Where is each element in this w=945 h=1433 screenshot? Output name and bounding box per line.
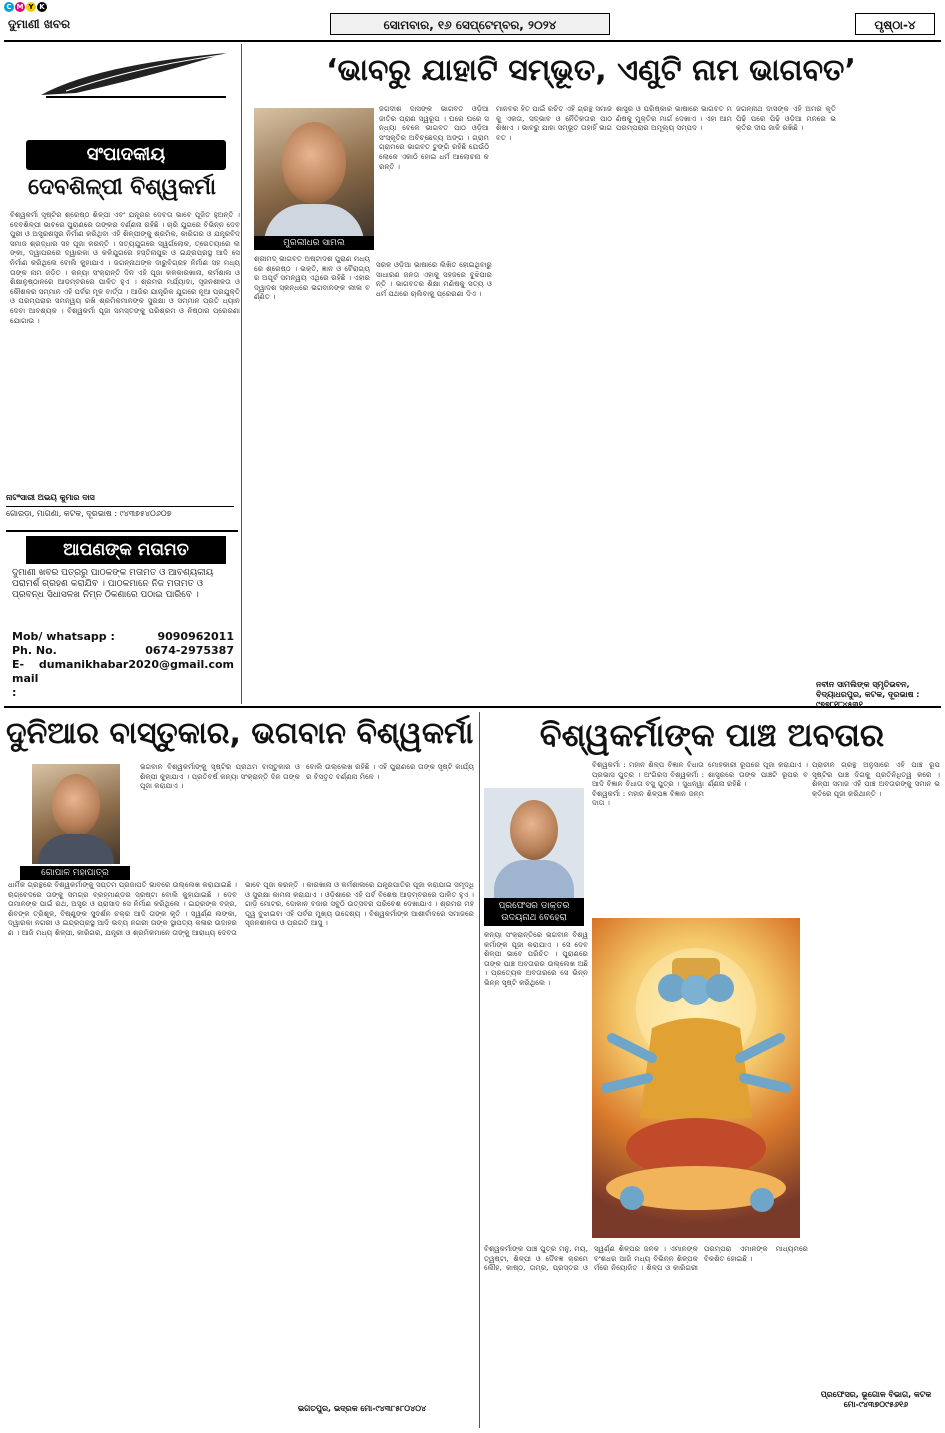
article3-photo-caption: ପ୍ରଫେସର ଡାକ୍ତର ଉଦୟନାଥ ବେହେରା	[484, 898, 584, 926]
article1-col2: ସରଳ ଓଡ଼ିଆ ଭାଷାରେ ଲିଖିତ ହୋଇଥିବାରୁ ସାଧାରଣ ଜନତା ଏହାକୁ ସହଜରେ ବୁଝିପାରନ୍ତି । ଭାଗବତର ଶିକ୍ଷା ମଣିଷକୁ ସତ୍ୟ ଓ ଧର୍ମ ପଥରେ ଚାଲିବାକୁ ପ୍ରେରଣା ଦିଏ ।	[376, 260, 492, 298]
cmyk-c: C	[4, 2, 14, 12]
quill-pen-icon	[36, 45, 236, 105]
column-rule	[241, 44, 242, 704]
editorial-signer: ନାଟଂସାରୀ ଅଭୟ କୁମାର ଦାସ	[6, 493, 95, 502]
phone-number[interactable]: 0674-2975387	[145, 644, 234, 657]
deity-illustration-icon	[592, 918, 800, 1238]
mob-label: Mob/ whatsapp :	[12, 630, 115, 643]
article3-intro-left: ବିଶ୍ୱକର୍ମା : ମହାନ ଶିଳ୍ପ ବିଜ୍ଞାନ ବିଧାତା ପ୍ରଭାସ ପୁତ୍ର । ଅଂଗିରସ ବିଶ୍ୱକର୍ମା : ଆଦି ବିଜ୍ଞାନ ବିଧାତା ବସୁ ପୁତ୍ର । ସୁଧନ୍ୱା ବିଶ୍ୱକର୍ମା : ମହାନ ଶିଳ୍ପଜ୍ଞ ବିଜ୍ଞାନ ଜନ୍ମଦାତା ।	[592, 760, 704, 808]
article1-author-photo	[254, 108, 374, 236]
opinion-box	[6, 530, 238, 730]
section-label: ସଂପାଦକୀୟ	[26, 140, 226, 170]
opinion-title: ଆପଣଙ୍କ ମତାମତ	[26, 536, 226, 564]
issue-date: ସୋମବାର, ୧୬ ସେପ୍ଟେମ୍ବର, ୨୦୨୪	[330, 13, 610, 35]
article1-photo-caption: ମୁରଲୀଧର ସାମଲ	[254, 236, 374, 250]
article3-intro-right: ମୋହକାରୀ ରୂପରେ ପୂଜା କରାଯାଏ । ଶାସ୍ତ୍ରରେ ତାଙ୍କ ପାଞ୍ଚଟି ରୂପର ବର୍ଣ୍ଣନା ରହିଛି ।	[708, 760, 808, 789]
cmyk-registration-marks	[4, 2, 47, 12]
article2-intro-right: ବୋଲି ଉଲ୍ଲେଖ ରହିଛି । ଏହି ପୁରାଣରେ ତାଙ୍କ ସୃଷ୍ଟି କାର୍ଯ୍ୟର ବିସ୍ତୃତ ବର୍ଣ୍ଣନା ମିଳେ ।	[306, 762, 474, 781]
column-rule	[479, 712, 480, 1428]
editorial-section	[6, 45, 240, 518]
editorial-body: ବିଶ୍ୱକର୍ମା ସୃଷ୍ଟିର ଶ୍ରେଷ୍ଠ ଶିଳ୍ପୀ ଏବଂ ଯନ୍ତ୍ରର ଦେବତା ଭାବେ ପୂଜିତ ହୁଅନ୍ତି । ଦେବଶିଳ୍ପୀ ଭାବରେ ପୁରାଣରେ ତାଙ୍କର ବର୍ଣ୍ଣନା ରହିଛି । ଚାରି ଯୁଗରେ ବିଭିନ୍ନ ଦେବପୁରୀ ଓ ଅସ୍ତ୍ରଶସ୍ତ୍ର ନିର୍ମାଣ କରିଥିବା ଏହି ଶିଳ୍ପୀଙ୍କୁ ଶ୍ରମିକ, କାରିଗର ଓ ଯନ୍ତ୍ରବିଦ୍ ସମାଜ ଶ୍ରଦ୍ଧାର ସହ ପୂଜା କରନ୍ତି । ସତ୍ୟଯୁଗରେ ସ୍ୱର୍ଗଲୋକ, ତ୍ରେତୟାରେ ଲଙ୍କା, ଦ୍ୱାପରରେ ଦ୍ୱାରକା ଓ କଳିଯୁଗରେ ହସ୍ତିନାପୁର ଓ ଇନ୍ଦ୍ରପ୍ରସ୍ଥ ଆଦି ସେ ନିର୍ମାଣ କରିଥିଲେ ବୋଲି କୁହାଯାଏ । ଜଗନ୍ନାଥଙ୍କ ଦାରୁବିଗ୍ରହ ନିର୍ମାଣ ସହ ମଧ୍ୟ ତାଙ୍କ ନାମ ଜଡ଼ିତ । କନ୍ୟା ସଂକ୍ରାନ୍ତି ଦିନ ଏହି ପୂଜା କଳକାରଖାନା, କର୍ମଶାଳା ଓ ଶିକ୍ଷାନୁଷ୍ଠାନରେ ଆଡ଼ମ୍ବରରେ ପାଳିତ ହୁଏ । ଶ୍ରମର ମର୍ଯ୍ୟାଦା, ସୃଜନଶୀଳତା ଓ କୌଶଳର ସମ୍ମାନ ଏହି ପର୍ବର ମୂଳ ବାର୍ତ୍ତା । ଆଜିର ଯାନ୍ତ୍ରିକ ଯୁଗରେ ନୂଆ ପ୍ରଯୁକ୍ତି ଓ ପରମ୍ପରାର ସମନ୍ୱୟ ରଖି ଶ୍ରମିକମାନଙ୍କ ସୁରକ୍ଷା ଓ ସମ୍ମାନ ପ୍ରତି ଧ୍ୟାନ ଦେବା ଆବଶ୍ୟକ । ବିଶ୍ୱକର୍ମା ପୂଜା ସମସ୍ତଙ୍କୁ ପରିଶ୍ରମ ଓ ନିଷ୍ଠାର ପ୍ରେରଣା ଯୋଗାଉ ।	[10, 210, 240, 325]
vishwakarma-deity-image	[592, 918, 800, 1238]
opinion-top-rule	[6, 530, 238, 532]
article2-signer: ଭଗତପୁର, ଭଦ୍ରକ ମୋ-୯୪୩୮୫୮୦୪୦୪	[297, 1404, 427, 1413]
article2-intro-left: ଭଗବାନ ବିଶ୍ୱକର୍ମାଙ୍କୁ ସୃଷ୍ଟିର ପ୍ରଥମ ବାସ୍ତୁକାର ଓ ଶିଳ୍ପୀ କୁହାଯାଏ । ପ୍ରତିବର୍ଷ କନ୍ୟା ସଂକ୍ରାନ୍ତି ଦିନ ତାଙ୍କ ପୂଜା କରାଯାଏ ।	[140, 762, 300, 791]
article1-title: ‘ଭାବରୁ ଯାହାଟି ସମ୍ଭୂତ, ଏଣୁଟି ନାମ ଭାଗବତ’	[326, 53, 856, 88]
newspaper-name: ଦୁମାଣୀ ଖବର	[8, 17, 71, 31]
phone-label: Ph. No.	[12, 644, 57, 657]
cmyk-k: K	[37, 2, 47, 12]
article2-author-photo	[32, 764, 120, 864]
cmyk-m: M	[16, 3, 24, 11]
article3-col-right: ପ୍ରାଚୀନ ଗ୍ରନ୍ଥ ଅନୁସାରେ ଏହି ପାଞ୍ଚ ରୂପ ସୃଷ୍ଟିର ପାଞ୍ଚ ଦିଗକୁ ପ୍ରତିନିଧିତ୍ୱ କରେ । ଶିଳ୍ପୀ ସମାଜ ଏହି ପାଞ୍ଚ ଅବତାରଙ୍କୁ ସମାନ ଭକ୍ତିରେ ପୂଜା କରିଥାନ୍ତି ।	[812, 760, 940, 798]
opinion-contact	[12, 630, 234, 700]
article2-photo-caption: ଗୋପାଳ ମହାପାତ୍ର	[20, 866, 130, 880]
article1-col4: ଶାସ୍ତ୍ର ଓ ପରିଷ୍କାର ଭାଷାରେ ଭାଗବତ ମଣିଷକୁ ମୁକ୍ତିର ମାର୍ଗ ଦେଖାଏ । ଏହା ଆମ ପରମ୍ପରାର ଅମୂଲ୍ୟ ସମ୍ପଦ ।	[616, 104, 732, 133]
article2-title: ଦୁନିଆର ବାସ୍ତୁକାର, ଭଗବାନ ବିଶ୍ୱକର୍ମା	[6, 716, 474, 751]
article2-body: ଧାର୍ମିକ ଗ୍ରନ୍ଥରେ ବିଶ୍ୱକର୍ମାଙ୍କୁ ସପ୍ତମ ପ୍ରଜାପତି ଭାବରେ ଉଲ୍ଲେଖ କରାଯାଇଛି । ଋଗ୍‌ବେଦରେ ତାଙ୍କୁ ସମଗ୍ର ବ୍ରହ୍ମାଣ୍ଡର ସ୍ରଷ୍ଟା ବୋଲି କୁହାଯାଇଛି । ଦେବତାମାନଙ୍କ ପାଇଁ ରଥ, ଅସ୍ତ୍ର ଓ ପ୍ରାସାଦ ସେ ନିର୍ମାଣ କରିଥିଲେ । ଇନ୍ଦ୍ରଙ୍କ ବଜ୍ର, ଶିବଙ୍କ ତ୍ରିଶୂଳ, ବିଷ୍ଣୁଙ୍କ ସୁଦର୍ଶନ ଚକ୍ର ଆଦି ତାଙ୍କ କୃତି । ସ୍ୱର୍ଣ୍ଣ ଲଙ୍କା, ଦ୍ୱାରକା ନଗରୀ ଓ ଇନ୍ଦ୍ରପ୍ରସ୍ଥ ଆଦି ଭବ୍ୟ ନଗରୀ ତାଙ୍କ ସ୍ଥାପତ୍ୟ କଳାର ଉଦାହରଣ । ଆଜି ମଧ୍ୟ ଶିଳ୍ପୀ, କାରିଗର, ଯନ୍ତ୍ରୀ ଓ ଶ୍ରମିକମାନେ ତାଙ୍କୁ ଆରାଧ୍ୟ ଦେବତା ଭାବେ ପୂଜା କରନ୍ତି । କାରଖାନା ଓ କର୍ମଶାଳାରେ ଯନ୍ତ୍ରପାତିର ପୂଜା କରାଯାଇ ସମୃଦ୍ଧି ଓ ସୁରକ୍ଷା କାମନା କରାଯାଏ । ଓଡ଼ିଶାରେ ଏହି ପର୍ବ ବିଶେଷ ଆଡ଼ମ୍ବରରେ ପାଳିତ ହୁଏ । ଗାଡ଼ି ମୋଟର, ଦୋକାନ ବଜାର ସବୁଠି ଉତ୍ସବର ପରିବେଶ ଦେଖାଯାଏ । ଶ୍ରମର ମହତ୍ତ୍ୱ ବୁଝାଇବା ଏହି ପର୍ବର ମୁଖ୍ୟ ଉଦ୍ଦେଶ୍ୟ । ବିଶ୍ୱକର୍ମାଙ୍କ ଆଶୀର୍ବାଦରେ ସମାଜରେ ସୃଜନଶୀଳତା ଓ ପ୍ରଗତି ଆସୁ ।	[8, 880, 474, 937]
article1-col3: ମାନବର ହିତ ପାଇଁ ରଚିତ ଏହି ଗ୍ରନ୍ଥ ସମାଜକୁ ଏକତା, ସଦ୍ଭାବ ଓ ନୈତିକତାର ପାଠ ଶିଖାଏ । ଭାବରୁ ଯାହା ସମ୍ଭୂତ ତାହାହିଁ ଭାଗବତ ।	[496, 104, 612, 142]
mob-number[interactable]: 9090962011	[157, 630, 234, 643]
article3-bottom: ବିଶ୍ୱକର୍ମାଙ୍କ ପାଞ୍ଚ ପୁତ୍ର ମନୁ, ମୟ, ତ୍ୱଷ୍ଟା, ଶିଳ୍ପୀ ଓ ଦୈବଜ୍ଞ କ୍ରମେ ଲୌହ, କାଷ୍ଠ, ତାମ୍ର, ପ୍ରସ୍ତର ଓ ସ୍ୱର୍ଣ୍ଣ ଶିଳ୍ପର ଜନକ । ଏମାନଙ୍କ ବଂଶଧର ଆଜି ମଧ୍ୟ ବିଭିନ୍ନ ଶିଳ୍ପକର୍ମରେ ନିୟୋଜିତ । ଶିଳ୍ପ ଓ କାରିଗରୀ ପରମ୍ପରା ଏମାନଙ୍କ ମାଧ୍ୟମରେ ବିକଶିତ ହୋଇଛି ।	[484, 1244, 808, 1273]
editorial-address: ଗୋରଡ଼ା, ମାଗଣା, କଟକ, ଦୂରଭାଷ : ୯୪୩୭୫୪୦୬୦୭	[6, 506, 234, 519]
article3-signer: ପ୍ରଫେସର, ଭୂଗୋଳ ବିଭାଗ, କଟକ ମୋ-୯୪୩୭୦୯୫୬୧୬	[820, 1390, 932, 1409]
page-number: ପୃଷ୍ଠା-୪	[855, 13, 935, 35]
page-header	[0, 0, 945, 40]
article3-author-photo	[484, 788, 584, 898]
article1-col1-continued: ଶ୍ରୀମଦ୍ ଭାଗବତ ଅଷ୍ଟାଦଶ ପୁରାଣ ମଧ୍ୟରେ ଶ୍ରେଷ୍ଠ । ଭକ୍ତି, ଜ୍ଞାନ ଓ ବୈରାଗ୍ୟର ଅପୂର୍ବ ସମନ୍ୱୟ ଏଥିରେ ରହିଛି । ଏହାର ଦ୍ୱାଦଶ ସ୍କନ୍ଧରେ ଭଗବାନଙ୍କ ଲୀଳା ବର୍ଣ୍ଣିତ ।	[254, 254, 370, 302]
article1-signer: ନବୀନ ସାମଲିଙ୍କ ସ୍ମୃତିଭବନ, ବିଦ୍ୟାଧରପୁର, କଟକ, ଦୂରଭାଷ : ୯୭୭୮୧୮୪୫୩୧	[816, 680, 920, 709]
opinion-body: ଦୁମାଣୀ ଖବର ପତ୍ରରୁ ପାଠକଙ୍କ ମତାମତ ଓ ଆବଶ୍ୟକୀୟ ପରାମର୍ଶ ଗ୍ରହଣ କରାଯିବ । ପାଠକମାନେ ନିଜ ମତାମତ ଓ ପ୍ରବନ୍ଧ ସିଧାସଳଖ ନିମ୍ନ ଠିକଣାରେ ପଠାଇ ପାରିବେ ।	[12, 568, 214, 600]
article3-col-left: କନ୍ୟା ସଂକ୍ରାନ୍ତିରେ ଭଗବାନ ବିଶ୍ୱକର୍ମାଙ୍କ ପୂଜା କରାଯାଏ । ସେ ଦେବଶିଳ୍ପୀ ଭାବେ ପରିଚିତ । ପୁରାଣରେ ତାଙ୍କ ପାଞ୍ଚ ଅବତାରର ଉଲ୍ଲେଖ ଅଛି । ପ୍ରତ୍ୟେକ ଅବତାରରେ ସେ ଭିନ୍ନ ଭିନ୍ନ ସୃଷ୍ଟି କରିଥିଲେ ।	[484, 930, 588, 987]
cmyk-y: Y	[26, 2, 36, 12]
email-label: E-mail :	[12, 658, 39, 699]
article1-col1: ଜଗଦୀଶ ଦାସଙ୍କ ଭାଗବତ ଓଡ଼ିଆ ଜାତିର ପ୍ରାଣ ସ୍ୱରୂପ । ଘରେ ଘରେ ସନ୍ଧ୍ୟା ବେଳେ ଭାଗବତ ପାଠ ଓଡ଼ିଆ ସଂସ୍କୃତିର ଅବିଚ୍ଛେଦ୍ୟ ଅଙ୍ଗ । ଗ୍ରାମ ଗ୍ରାମରେ ଭାଗବତ ଟୁଙ୍ଗି ରହିଛି ଯେଉଁଠି ଲୋକେ ଏକାଠି ହୋଇ ଧର୍ମ ଆଲୋଚନା କରନ୍ତି ।	[379, 104, 489, 171]
article3-title: ବିଶ୍ୱକର୍ମାଙ୍କ ପାଞ୍ଚ ଅବତାର	[539, 716, 885, 754]
email-address[interactable]: dumanikhabar2020@gmail.com	[38, 658, 234, 671]
editorial-title: ଦେବଶିଳ୍ପୀ ବିଶ୍ୱକର୍ମା	[27, 175, 217, 200]
header-divider	[4, 40, 941, 42]
article1-col5: ଜଗନ୍ନାଥ ଦାସଙ୍କ ଏହି ଅମର କୃତି ପିଢ଼ି ପରେ ପିଢ଼ି ଓଡ଼ିଆ ମନରେ ଭକ୍ତିର ଦୀପ ଜାଳି ରଖିଛି ।	[736, 104, 836, 133]
